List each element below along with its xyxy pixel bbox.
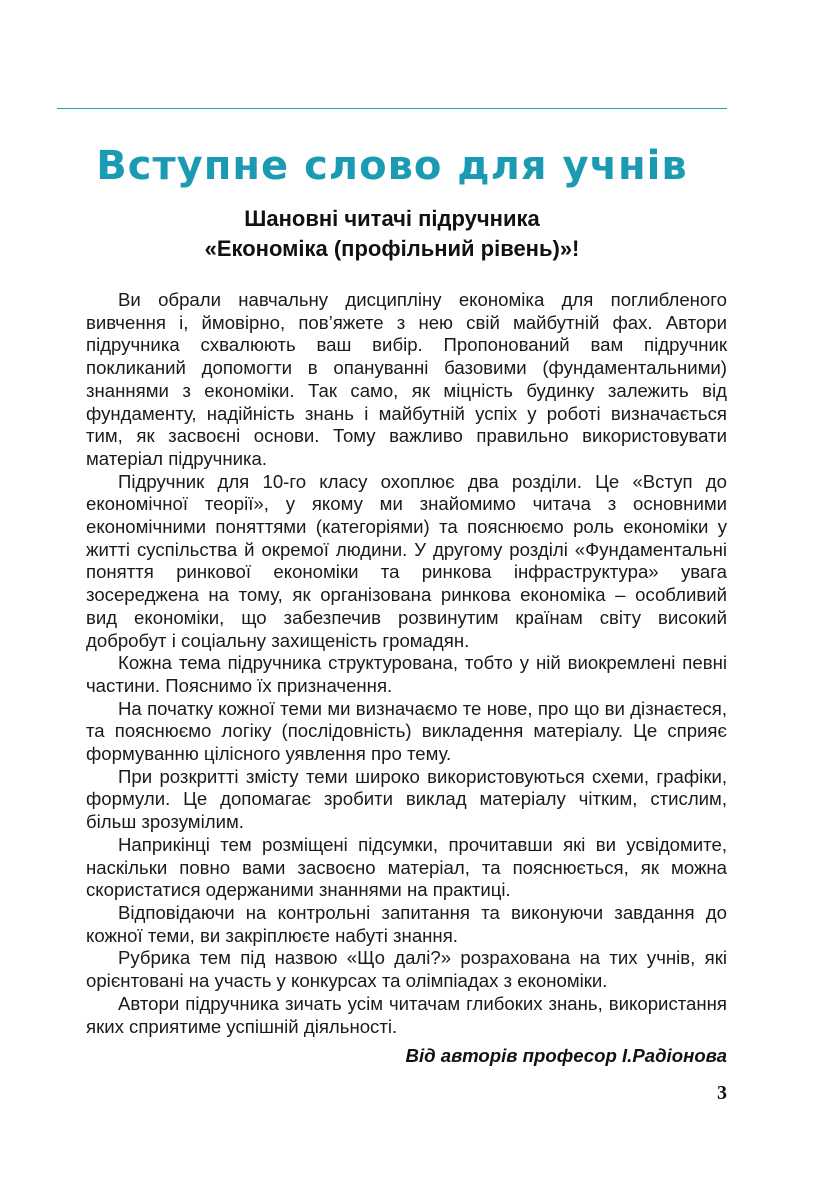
paragraph-8: Рубрика тем під назвою «Що далі?» розрахована на тих учнів, які орієнтовані на участь у конкурсах та олімпіадах з економіки.	[86, 947, 727, 992]
paragraph-3: Кожна тема підручника структурована, тобто у ній виокремлені певні частини. Пояснимо їх призначення.	[86, 652, 727, 696]
paragraph-6: Наприкінці тем розміщені підсумки, прочитавши які ви усвідомите, наскільки повно вами засвоєно матеріал, та пояснюється, як можна скористатися одержаними знаннями на практиці.	[86, 833, 727, 901]
subtitle-line-2: «Економіка (профільний рівень)»!	[204, 236, 580, 261]
signature: Від авторів професор І.Радіонова	[405, 1045, 727, 1066]
paragraph-9: Автори підручника зичать усім читачам глибоких знань, використання яких сприятиме успішній діяльності.	[86, 992, 727, 1037]
paragraph-4: На початку кожної теми ми визначаємо те нове, про що ви дізнаєтеся, та пояснюємо логіку (послідовність) викладення матеріалу. Це сприяє формуванню цілісного уявлення про тему.	[86, 697, 727, 765]
subtitle-line-1: Шановні читачі підручника	[244, 206, 540, 231]
paragraph-1: Ви обрали навчальну дисципліну економіка для поглибленого вивчення і, ймовірно, пов’яжете з нею свій майбутній фах. Автори підручника схвалюють ваш вибір. Пропонований вам підручник покликаний допомогти в опануванні базовими (фундаментальними) знаннями з економіки. Так само, як міцність будинку залежить від фундаменту, надійність знань і майбутній успіх у роботі визначається тим, як засвоєні основи. Тому важливо правильно використовувати матеріал підручника.	[86, 289, 727, 469]
paragraph-2: Підручник для 10-го класу охоплює два розділи. Це «Вступ до економічної теорії», у якому ми знайомимо читача з основними економічними поняттями (категоріями) та пояснюємо роль економіки у житті суспільства й окремої людини. У другому розділі «Фундаментальні поняття ринкової економіки та ринкова інфраструктура» увага зосереджена на тому, як організована ринкова економіка – особливий вид економіки, що забезпечив розвинутим країнам світу високий добробут і соціальну захищеність громадян.	[86, 470, 727, 651]
subtitle	[57, 204, 727, 264]
paragraph-7: Відповідаючи на контрольні запитання та виконуючи завдання до кожної теми, ви закріплюєте набуті знання.	[86, 901, 727, 946]
body-text	[86, 289, 727, 1038]
header-rule	[57, 108, 727, 109]
paragraph-5: При розкритті змісту теми широко використовуються схеми, графіки, формули. Це допомагає зробити виклад матеріалу чітким, стислим, більш зрозумілим.	[86, 765, 727, 833]
page-number: 3	[717, 1082, 727, 1104]
page-title: Вступне слово для учнів	[96, 143, 688, 189]
